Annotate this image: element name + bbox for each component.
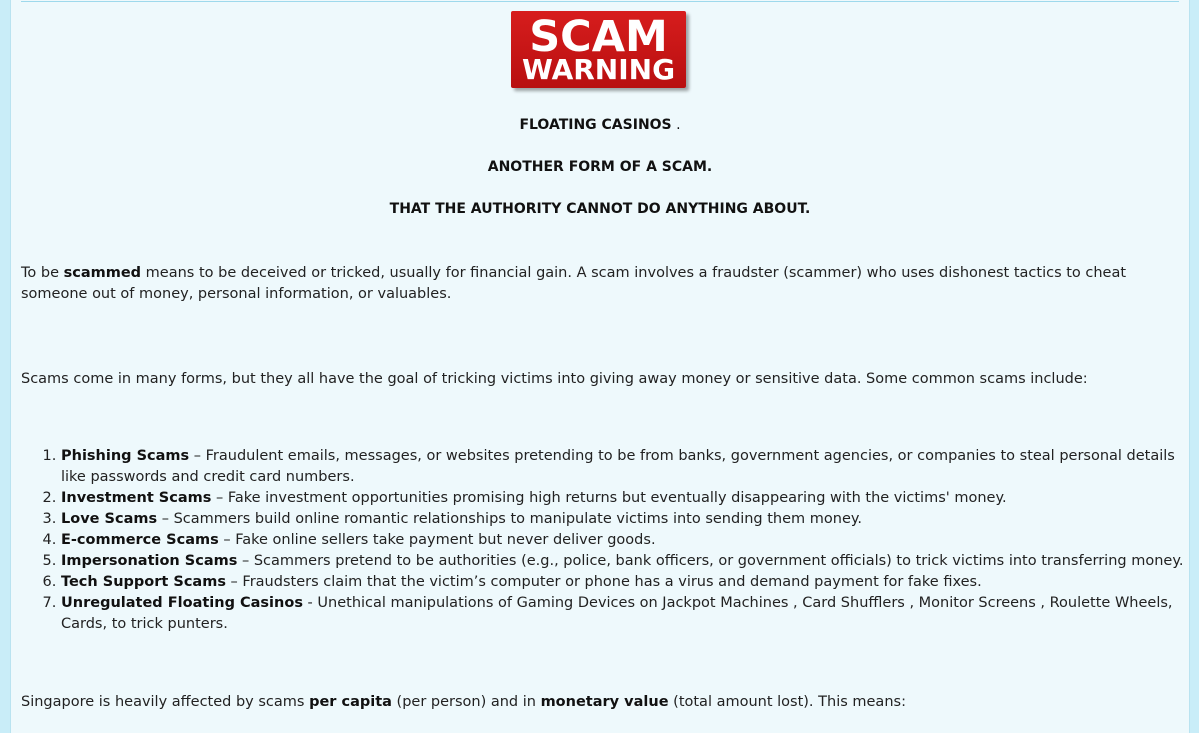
- list-item: [61, 530, 1190, 551]
- list-item: [61, 509, 1190, 530]
- scam-title: Phishing Scams: [61, 448, 190, 464]
- scam-desc: – Fraudulent emails, messages, or websites pretending to be from banks, government agencies, or companies to steal personal details like passwords and credit card numbers.: [61, 448, 1175, 485]
- sg-bold-monetary: monetary value: [540, 694, 669, 710]
- scam-desc: – Fake online sellers take payment but never deliver goods.: [218, 532, 656, 548]
- heading-1-text: FLOATING CASINOS: [519, 117, 672, 133]
- scam-warning-badge: [511, 11, 686, 88]
- sg-bold-per-capita: per capita: [309, 694, 392, 710]
- list-item: [61, 551, 1190, 572]
- scam-desc: – Fraudsters claim that the victim’s computer or phone has a virus and demand payment for fake fixes.: [225, 574, 982, 590]
- top-divider: [21, 1, 1179, 2]
- scam-desc: – Scammers build online romantic relationships to manipulate victims into sending them money.: [157, 511, 862, 527]
- scam-title: Impersonation Scams: [61, 553, 238, 569]
- logo-line-1: SCAM: [529, 12, 668, 62]
- scam-title: E-commerce Scams: [61, 532, 219, 548]
- scam-title: Investment Scams: [61, 490, 212, 506]
- intro-bold: scammed: [63, 265, 142, 281]
- heading-1-suffix: .: [671, 117, 681, 133]
- intro-paragraph: [21, 263, 1176, 305]
- sg-pre: Singapore is heavily affected by scams: [21, 694, 310, 710]
- sg-post: (total amount lost). This means:: [668, 694, 906, 710]
- scam-desc: - Unethical manipulations of Gaming Devices on Jackpot Machines , Card Shufflers , Monitor Screens , Roulette Wheels, Cards, to trick punters.: [61, 595, 1173, 632]
- list-item: [61, 572, 1190, 593]
- scam-title: Love Scams: [61, 511, 158, 527]
- heading-another-form: ANOTHER FORM OF A SCAM.: [487, 159, 713, 175]
- intro-post: means to be deceived or tricked, usually for financial gain. A scam involves a fraudster (scammer) who uses dishonest tactics to cheat someone out of money, personal information, or valuables.: [21, 265, 1127, 302]
- list-item: [61, 446, 1190, 488]
- intro-pre: To be: [21, 265, 64, 281]
- forms-paragraph: Scams come in many forms, but they all have the goal of tricking victims into giving away money or sensitive data. Some common scams include:: [21, 371, 1088, 387]
- scam-warning-logo: [511, 11, 692, 91]
- scam-list: [21, 446, 1190, 635]
- scam-desc: – Scammers pretend to be authorities (e.g., police, bank officers, or government officials) to trick victims into transferring money.: [237, 553, 1184, 569]
- singapore-paragraph: [21, 692, 1176, 713]
- scam-title: Tech Support Scams: [61, 574, 226, 590]
- list-item: [61, 488, 1190, 509]
- heading-floating-casinos: [11, 117, 1189, 133]
- heading-authority: THAT THE AUTHORITY CANNOT DO ANYTHING ABOUT.: [389, 201, 811, 217]
- list-item: [61, 593, 1190, 635]
- scam-title: Unregulated Floating Casinos: [61, 595, 303, 611]
- scam-desc: – Fake investment opportunities promising high returns but eventually disappearing with the victims' money.: [211, 490, 1007, 506]
- sg-mid: (per person) and in: [391, 694, 541, 710]
- article-page: [10, 0, 1190, 733]
- logo-line-2: WARNING: [521, 53, 676, 86]
